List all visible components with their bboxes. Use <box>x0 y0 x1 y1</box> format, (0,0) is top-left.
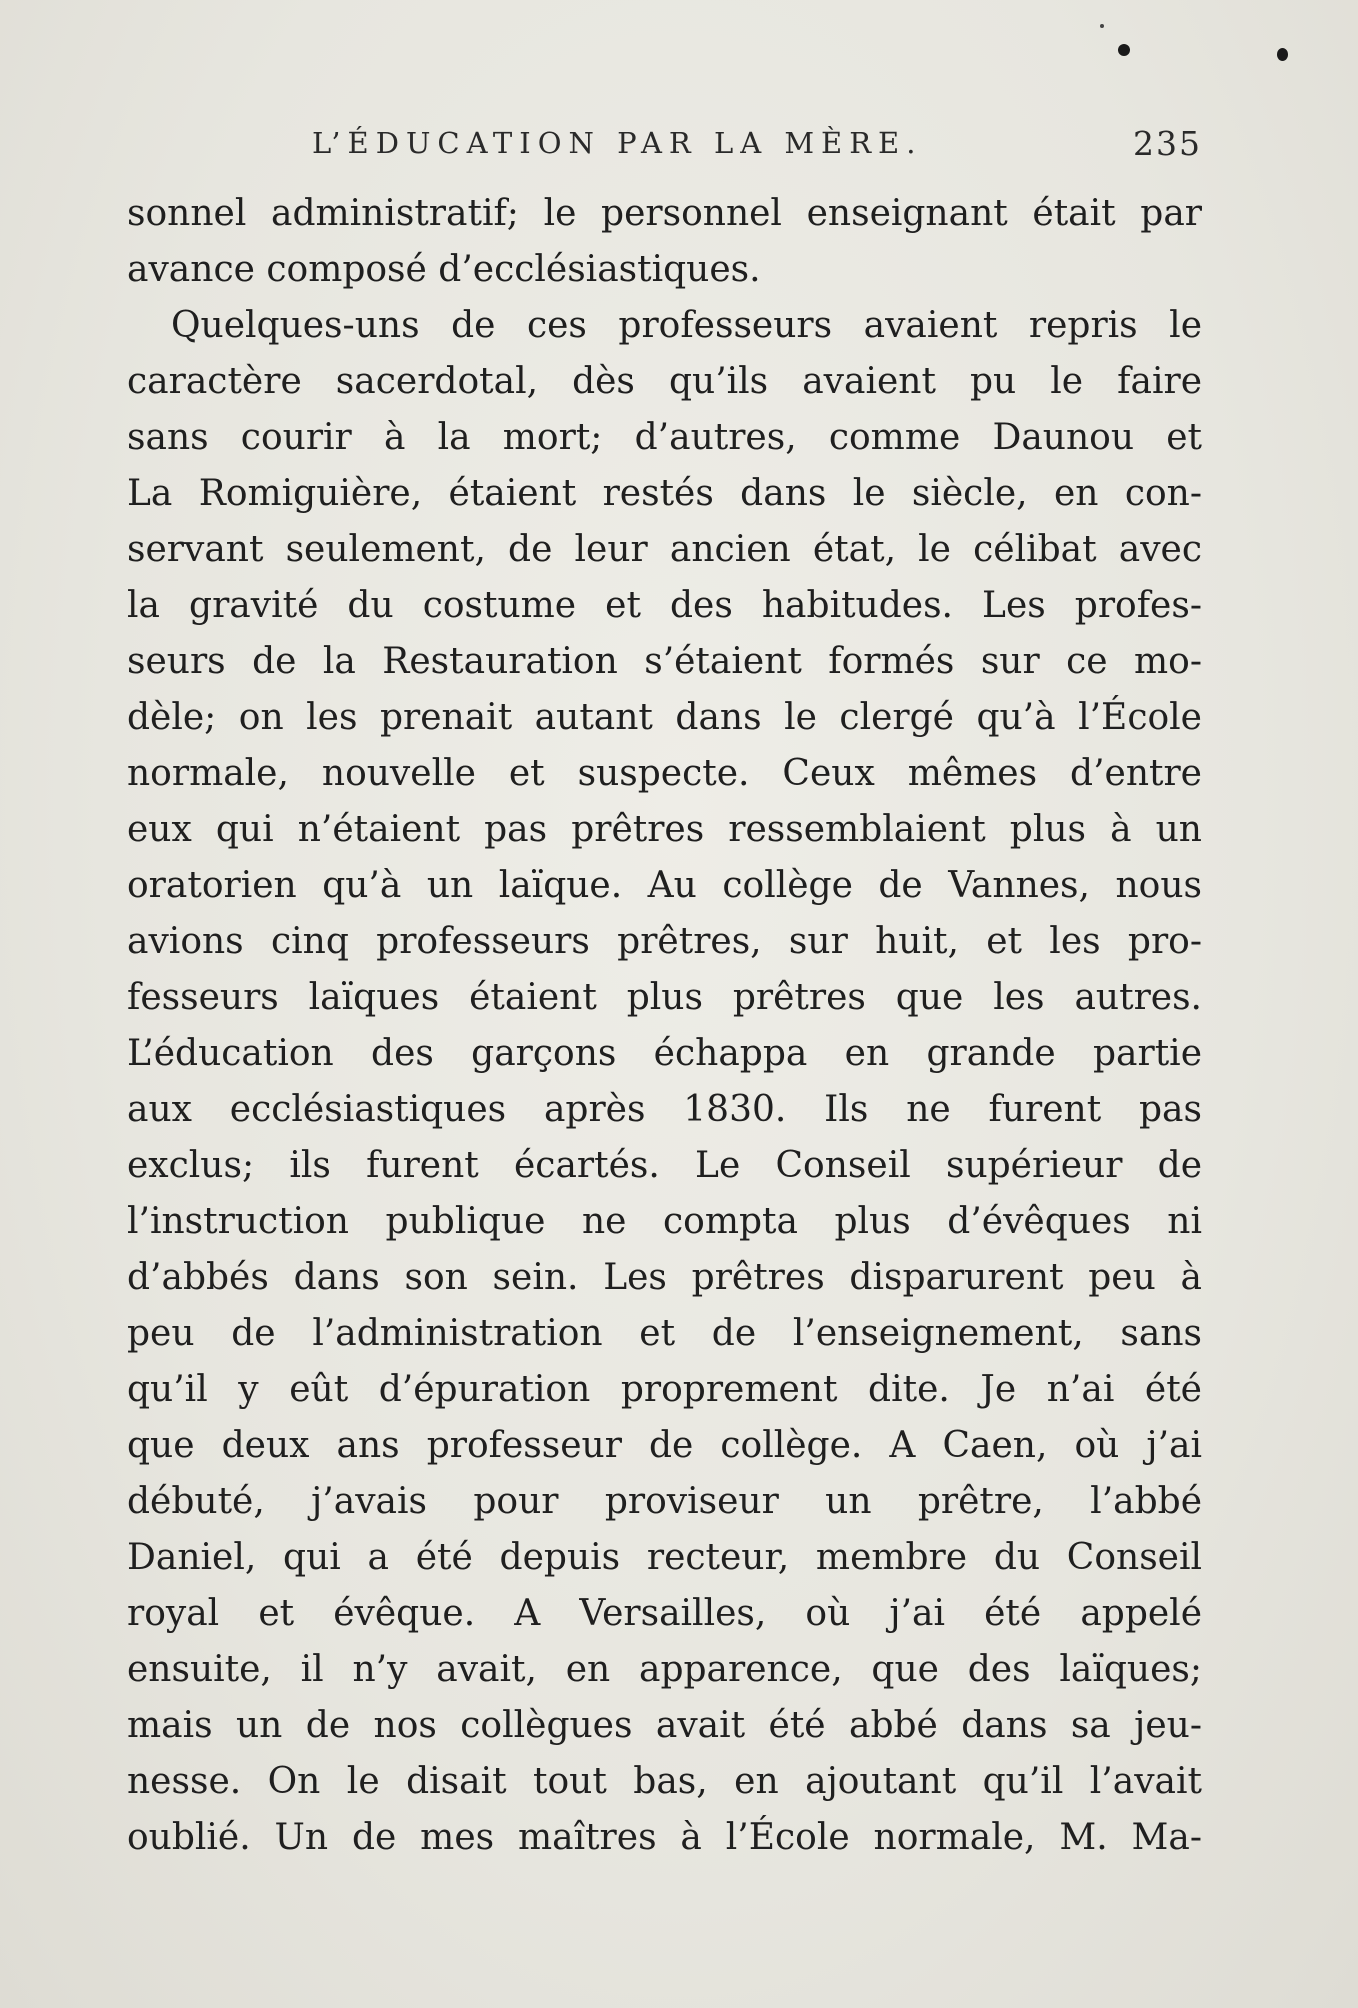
text-line: peu de l’administration et de l’enseignement, sans <box>127 1313 1202 1354</box>
text-line: la gravité du costume et des habitudes. Les profes- <box>127 585 1202 626</box>
ink-spot <box>1118 44 1130 56</box>
text-line: avions cinq professeurs prêtres, sur huit, et les pro- <box>127 921 1202 962</box>
text-line: La Romiguière, étaient restés dans le siècle, en con- <box>127 473 1202 514</box>
text-line: mais un de nos collègues avait été abbé dans sa jeu- <box>127 1705 1202 1746</box>
page-number: 235 <box>1133 124 1202 163</box>
text-line: ensuite, il n’y avait, en apparence, que des laïques; <box>127 1649 1202 1690</box>
text-line: dèle; on les prenait autant dans le clergé qu’à l’École <box>127 697 1202 738</box>
text-line: l’instruction publique ne compta plus d’évêques ni <box>127 1201 1202 1242</box>
text-line: seurs de la Restauration s’étaient formés sur ce mo- <box>127 641 1202 682</box>
text-line: que deux ans professeur de collège. A Caen, où j’ai <box>127 1425 1202 1466</box>
text-line: qu’il y eût d’épuration proprement dite. Je n’ai été <box>127 1369 1202 1410</box>
text-line: Daniel, qui a été depuis recteur, membre du Conseil <box>127 1537 1202 1578</box>
text-line: avance composé d’ecclésiastiques. <box>127 249 761 290</box>
text-line: débuté, j’avais pour proviseur un prêtre, l’abbé <box>127 1481 1202 1522</box>
text-line: normale, nouvelle et suspecte. Ceux mêmes d’entre <box>127 753 1202 794</box>
ink-spot <box>1277 48 1288 61</box>
text-line: d’abbés dans son sein. Les prêtres disparurent peu à <box>127 1257 1202 1298</box>
text-line: sonnel administratif; le personnel enseignant était par <box>127 193 1202 234</box>
text-line: servant seulement, de leur ancien état, le célibat avec <box>127 529 1202 570</box>
text-line: fesseurs laïques étaient plus prêtres que les autres. <box>127 977 1202 1018</box>
text-line: exclus; ils furent écartés. Le Conseil supérieur de <box>127 1145 1202 1186</box>
text-line: caractère sacerdotal, dès qu’ils avaient pu le faire <box>127 361 1202 402</box>
text-line: sans courir à la mort; d’autres, comme Daunou et <box>127 417 1202 458</box>
text-line: royal et évêque. A Versailles, où j’ai été appelé <box>127 1593 1202 1634</box>
ink-spot <box>1100 24 1104 28</box>
text-line: nesse. On le disait tout bas, en ajoutant qu’il l’avait <box>127 1761 1202 1802</box>
text-line: oublié. Un de mes maîtres à l’École normale, M. Ma- <box>127 1817 1202 1858</box>
text-line: L’éducation des garçons échappa en grande partie <box>127 1033 1202 1074</box>
running-head <box>127 126 1202 170</box>
body-text <box>127 186 1202 1866</box>
text-line: Quelques-uns de ces professeurs avaient repris le <box>171 305 1202 346</box>
text-line: aux ecclésiastiques après 1830. Ils ne furent pas <box>127 1089 1202 1130</box>
running-title: L’ÉDUCATION PAR LA MÈRE. <box>312 126 923 160</box>
text-line: oratorien qu’à un laïque. Au collège de Vannes, nous <box>127 865 1202 906</box>
text-line: eux qui n’étaient pas prêtres ressemblaient plus à un <box>127 809 1202 850</box>
